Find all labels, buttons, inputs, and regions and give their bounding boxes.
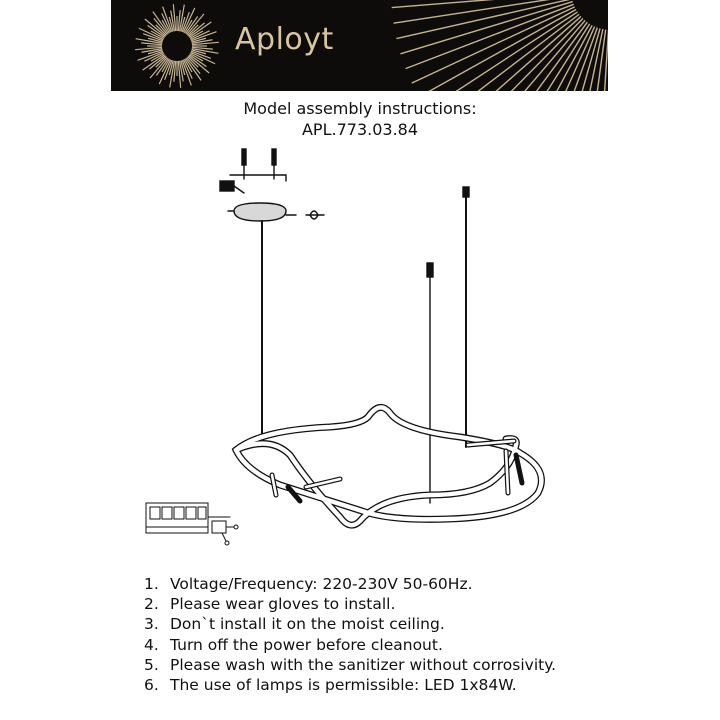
sun-rays-decoration-icon <box>111 0 608 91</box>
terminal-connector-icon <box>220 181 234 191</box>
list-item: 5. Please wash with the sanitizer without corrosivity. <box>144 655 557 674</box>
led-ring-icon <box>236 407 541 525</box>
list-item: 1. Voltage/Frequency: 220-230V 50-60Hz. <box>144 575 473 593</box>
list-item: 2. Please wear gloves to install. <box>144 595 396 614</box>
brand-banner <box>111 0 608 91</box>
model-number: APL.773.03.84 <box>301 120 419 139</box>
list-item: 4. Turn off the power before cleanout. <box>144 635 443 654</box>
mounting-bracket-icon <box>230 175 286 181</box>
wiring-diagram-icon <box>146 503 238 545</box>
ceiling-canopy-icon <box>228 203 324 221</box>
list-item: 6. The use of lamps is permissible: LED 1x84W. <box>144 676 517 695</box>
list-item: 3. Don`t install it on the moist ceiling. <box>144 615 445 634</box>
instruction-list <box>144 574 556 695</box>
pendant-lamp-assembly-diagram-icon <box>130 145 570 555</box>
brand-logo-text: Aployt <box>235 22 334 57</box>
instructions-title: Model assembly instructions: <box>243 99 477 118</box>
